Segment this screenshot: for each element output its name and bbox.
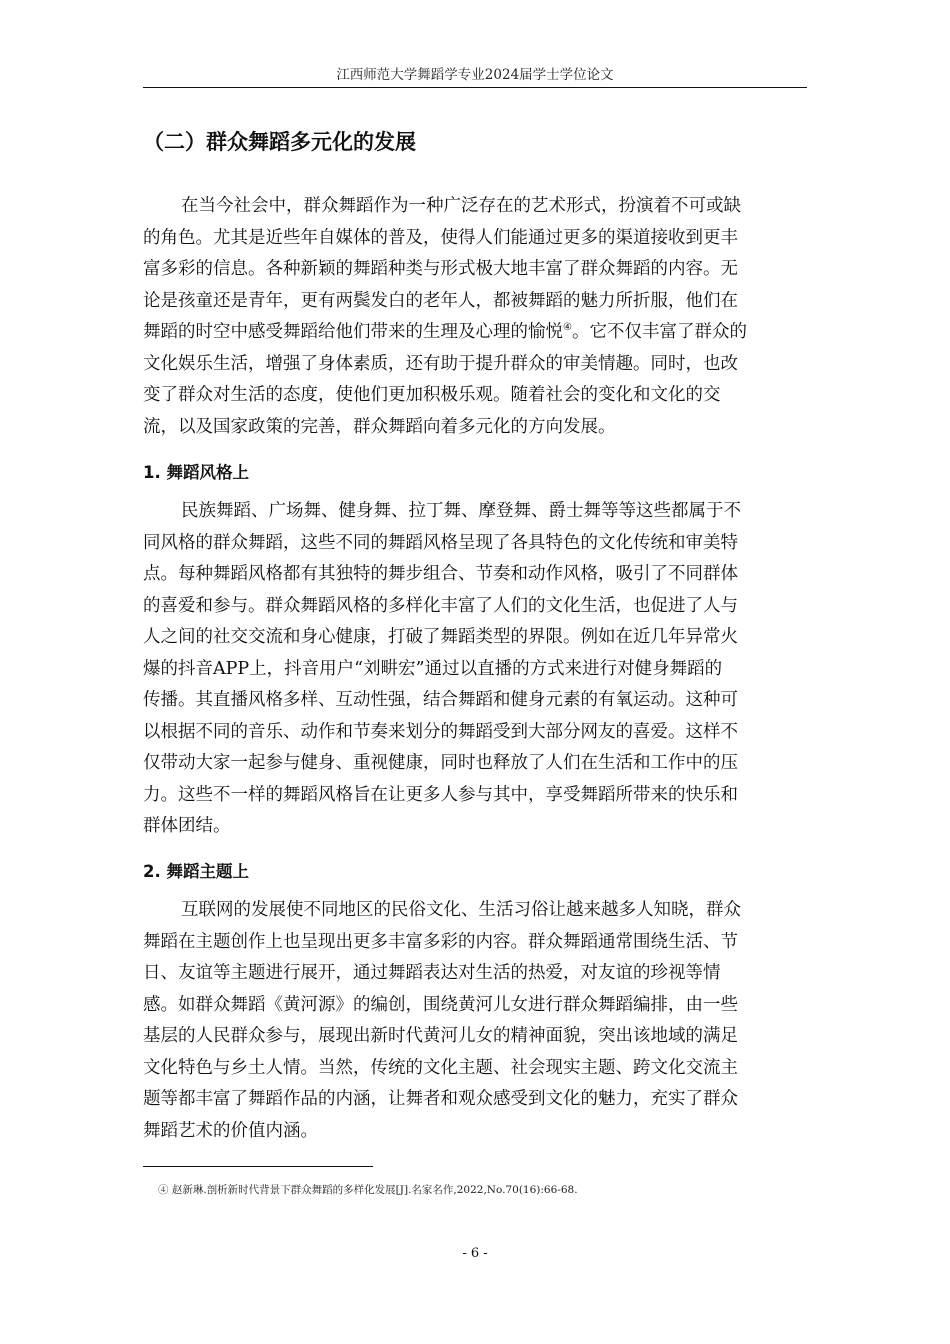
paragraph-line: 以根据不同的音乐、动作和节奏来划分的舞蹈受到大部分网友的喜爱。这样不 <box>143 721 738 742</box>
paragraph-line: 爆的抖音APP上，抖音用户“刘畊宏”通过以直播的方式来进行对健身舞蹈的 <box>143 658 723 679</box>
paragraph-line <box>143 317 807 349</box>
paragraph-line: 同风格的群众舞蹈，这些不同的舞蹈风格呈现了各具特色的文化传统和审美特 <box>143 532 738 553</box>
paragraph-line: 富多彩的信息。各种新颖的舞蹈种类与形式极大地丰富了群众舞蹈的内容。无 <box>143 259 738 279</box>
paragraph-line: 日、友谊等主题进行展开，通过舞蹈表达对生活的热爱，对友谊的珍视等情 <box>143 963 721 983</box>
paragraph-line: 的喜爱和参与。群众舞蹈风格的多样化丰富了人们的文化生活，也促进了人与 <box>143 595 738 616</box>
footnote-rule <box>143 1166 373 1167</box>
paragraph-line: 题等都丰富了舞蹈作品的内涵，让舞者和观众感受到文化的魅力，充实了群众 <box>143 1089 738 1109</box>
footnote: ④ 赵新琳.剖析新时代背景下群众舞蹈的多样化发展[J].名家名作,2022,No.70(16):66-68. <box>158 1184 578 1196</box>
paragraph-line: 群体团结。 <box>143 816 231 836</box>
paragraph-line: 的角色。尤其是近些年自媒体的普及，使得人们能通过更多的渠道接收到更丰 <box>143 227 738 248</box>
paragraph-line: 基层的人民群众参与，展现出新时代黄河儿女的精神面貌，突出该地域的满足 <box>143 1026 738 1046</box>
paragraph-line: 互联网的发展使不同地区的民俗文化、生活习俗让越来越多人知晓，群众 <box>181 900 741 920</box>
paragraph-line: 论是孩童还是青年，更有两鬓发白的老年人，都被舞蹈的魅力所折服，他们在 <box>143 290 738 311</box>
page-number: - 6 - <box>462 1246 488 1261</box>
footnote-marker[interactable]: ④ <box>563 322 572 334</box>
paragraph-intro <box>143 191 807 443</box>
section-title: （二）群众舞蹈多元化的发展 <box>143 130 416 154</box>
running-header: 江西师范大学舞蹈学专业2024届学士学位论文 <box>336 67 614 83</box>
paragraph-style <box>143 496 807 843</box>
paragraph-text: 。它不仅丰富了群众的 <box>571 322 747 342</box>
paragraph-text: 舞蹈的时空中感受舞蹈给他们带来的生理及心理的愉悦 <box>143 322 563 342</box>
paragraph-line: 舞蹈艺术的价值内涵。 <box>143 1120 318 1141</box>
paragraph-line: 流，以及国家政策的完善，群众舞蹈向着多元化的方向发展。 <box>143 416 616 437</box>
subheading-style: 1. 舞蹈风格上 <box>143 463 249 482</box>
paragraph-line: 力。这些不一样的舞蹈风格旨在让更多人参与其中，享受舞蹈所带来的快乐和 <box>143 784 738 805</box>
paragraph-line: 民族舞蹈、广场舞、健身舞、拉丁舞、摩登舞、爵士舞等等这些都属于不 <box>181 501 741 521</box>
paragraph-line: 文化娱乐生活，增强了身体素质，还有助于提升群众的审美情趣。同时，也改 <box>143 353 738 374</box>
paragraph-line: 感。如群众舞蹈《黄河源》的编创，围绕黄河儿女进行群众舞蹈编排，由一些 <box>143 994 738 1015</box>
paragraph-theme <box>143 895 807 1147</box>
header-rule <box>143 87 807 88</box>
paragraph-line: 舞蹈在主题创作上也呈现出更多丰富多彩的内容。群众舞蹈通常围绕生活、节 <box>143 931 738 952</box>
paragraph-line: 文化特色与乡土人情。当然，传统的文化主题、社会现实主题、跨文化交流主 <box>143 1057 738 1078</box>
paragraph-line: 仅带动大家一起参与健身、重视健康，同时也释放了人们在生活和工作中的压 <box>143 753 738 773</box>
paragraph-line: 传播。其直播风格多样、互动性强，结合舞蹈和健身元素的有氧运动。这种可 <box>143 690 738 710</box>
subheading-theme: 2. 舞蹈主题上 <box>143 862 249 881</box>
paragraph-line: 在当今社会中，群众舞蹈作为一种广泛存在的艺术形式，扮演着不可或缺 <box>181 196 741 216</box>
paragraph-line: 人之间的社交交流和身心健康，打破了舞蹈类型的界限。例如在近几年异常火 <box>143 627 738 647</box>
paragraph-line: 点。每种舞蹈风格都有其独特的舞步组合、节奏和动作风格，吸引了不同群体 <box>143 564 738 584</box>
paragraph-line: 变了群众对生活的态度，使他们更加积极乐观。随着社会的变化和文化的交 <box>143 385 721 405</box>
